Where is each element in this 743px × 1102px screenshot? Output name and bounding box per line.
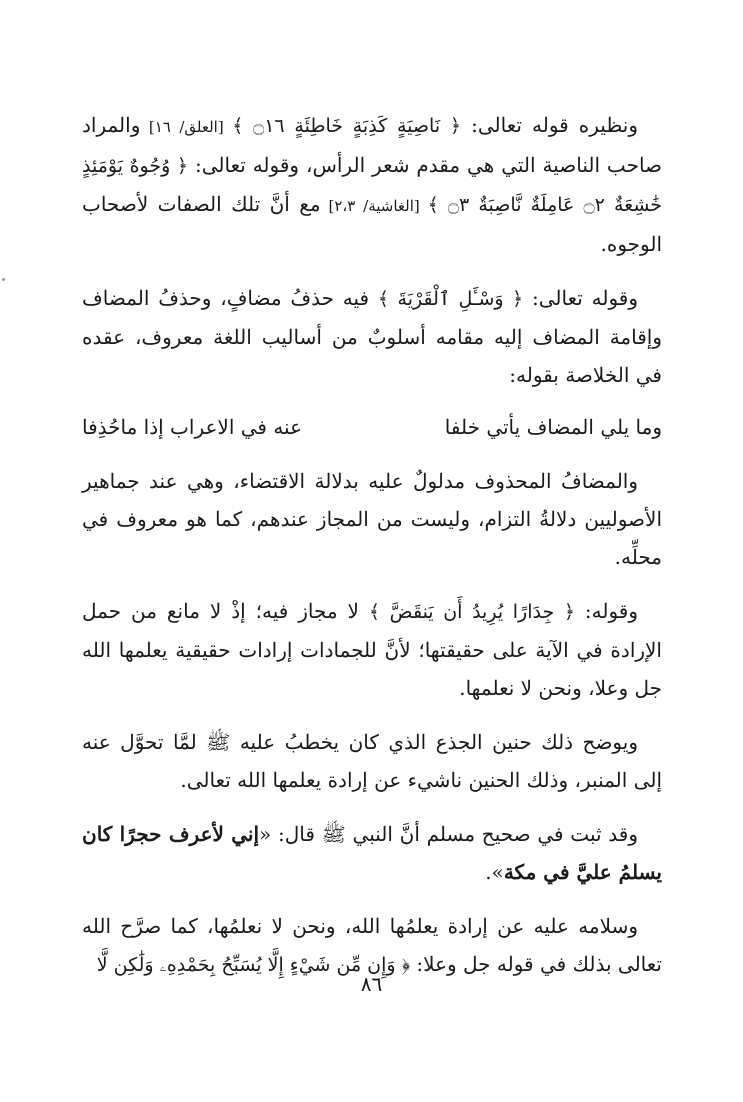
paragraph-hadith [82, 815, 662, 891]
paragraph-text: ونظيره قوله تعالى: [461, 113, 638, 137]
poem-verse [82, 408, 662, 446]
quran-verse: ﴿ نَاصِيَةٍ كَذِبَةٍ خَاطِئَةٍ ۝١٦ ﴾ [232, 115, 462, 137]
paragraph-text: مع أنَّ تلك الصفات لأصحاب الوجوه. [82, 192, 662, 256]
verse-reference: [العلق/ ١٦] [140, 118, 233, 136]
page-body [82, 106, 662, 1000]
page-number: ٨٦ [360, 972, 383, 996]
paragraph-text: لا مجاز فيه؛ إذْ لا مانع من حمل الإرادة في الآية على حقيقتها؛ لأنَّ للجمادات إرادات حقيقية يعلمها الله جل وعلا، ونحن لا نعلمها. [82, 599, 662, 700]
poem-first-hemistich: وما يلي المضاف يأتي خلفا [444, 415, 662, 439]
hadith-quote: إني لأعرف حجرًا كان يسلمُ عليَّ في مكة [82, 822, 662, 884]
quran-verse: ﴿ جِدَارًا يُرِيدُ أَن يَنقَضَّ ﴾ [368, 601, 575, 623]
paragraph-jidar [82, 592, 662, 707]
verse-reference: [الغاشية/ ٢،٣] [320, 197, 428, 215]
paragraph-qaryah [82, 279, 662, 394]
quran-verse: ﴿ وُجُوهٌ يَوْمَئِذٍ خَٰشِعَةٌ ۝٢ عَامِلَةٌ نَّاصِبَةٌ ۝٣ ﴾ [82, 155, 663, 216]
paragraph-text: والمراد صاحب الناصية التي هي مقدم شعر الرأس، وقوله تعالى: [82, 113, 663, 177]
paragraph-naseyah [82, 106, 662, 263]
paragraph-text: وقد ثبت في صحيح مسلم أنَّ النبي ﷺ قال: « [259, 822, 638, 846]
paragraph-jidh: ويوضح ذلك حنين الجذع الذي كان يخطبُ عليه ﷺ لمَّا تحوَّل عنه إلى المنبر، وذلك الحنين ناشيء عن إرادة يعلمها الله تعالى. [82, 730, 662, 792]
paragraph-text: فيه حذفُ مضافٍ، وحذفُ المضاف وإقامة المضاف إليه مقامه أسلوبٌ من أساليب اللغة معروف، عقده في الخلاصة بقوله: [82, 286, 662, 387]
poem-second-hemistich: عنه في الاعراب إذا ماحُذِفا [82, 415, 303, 439]
paragraph-text: وسلامه عليه عن إرادة يعلمُها الله، ونحن لا نعلمُها، كما صرَّح الله تعالى بذلك في قوله جل وعلا: [82, 914, 662, 976]
quran-verse: ﴿ وَسْـَٔلِ ٱلْقَرْيَةَ ﴾ [377, 288, 524, 310]
quran-verse: ﴿ وَإِن مِّن شَيْءٍ إِلَّا يُسَبِّحُ بِحَمْدِهِۦ وَلَٰكِن لَّا [96, 954, 411, 976]
paragraph-text: وقوله: [574, 599, 639, 623]
paragraph-text: وقوله تعالى: [523, 286, 638, 310]
paragraph-mudaf: والمضافُ المحذوف مدلولٌ عليه بدلالة الاقتضاء، وهي عند جماهير الأصوليين دلالةُ التزام، وليست من المجاز عندهم، كما هو معروف في محلِّه. [82, 469, 662, 569]
paragraph-text: ». [485, 860, 504, 884]
scan-speck [2, 278, 5, 281]
